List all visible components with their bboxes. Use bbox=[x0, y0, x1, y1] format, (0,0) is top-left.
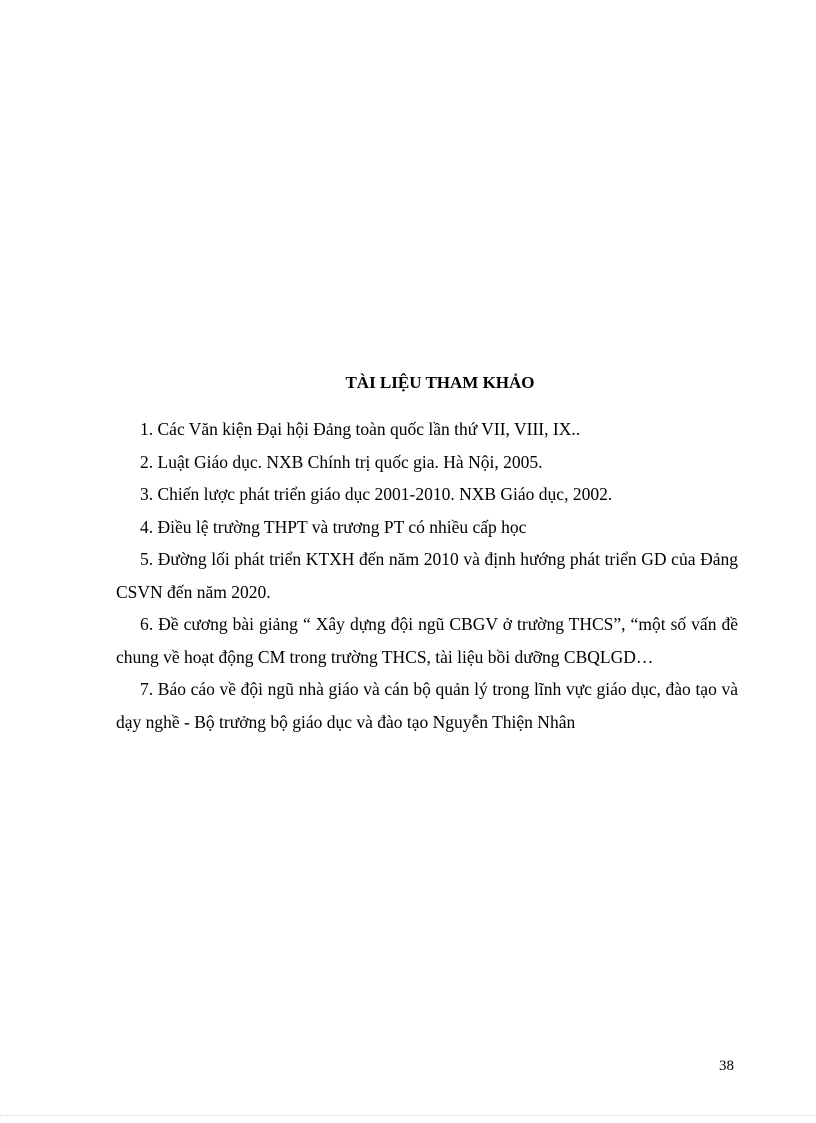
references-heading: TÀI LIỆU THAM KHẢO bbox=[345, 373, 535, 392]
reference-item-2: 2. Luật Giáo dục. NXB Chính trị quốc gia. Hà Nội, 2005. bbox=[140, 451, 543, 472]
reference-item-5: 5. Đường lối phát triển KTXH đến năm 2010 và định hướng phát triển GD của Đảng CSVN đến năm 2020. bbox=[116, 549, 738, 602]
reference-item-4: 4. Điều lệ trường THPT và trương PT có nhiều cấp học bbox=[140, 516, 527, 537]
reference-item-7: 7. Báo cáo về đội ngũ nhà giáo và cán bộ quản lý trong lĩnh vực giáo dục, đào tạo và dạy nghề - Bộ trưởng bộ giáo dục và đào tạo Nguyễn Thiện Nhân bbox=[116, 679, 738, 732]
reference-list bbox=[116, 413, 738, 738]
reference-item-6: 6. Đề cương bài giảng “ Xây dựng đội ngũ CBGV ở trường THCS”, “một số vấn đề chung về hoạt động CM trong trường THCS, tài liệu bồi dưỡng CBQLGD… bbox=[116, 614, 738, 667]
reference-item-1: 1. Các Văn kiện Đại hội Đảng toàn quốc lần thứ VII, VIII, IX.. bbox=[140, 419, 581, 439]
reference-item-3: 3. Chiến lược phát triển giáo dục 2001-2010. NXB Giáo dục, 2002. bbox=[140, 484, 613, 504]
page-number: 38 bbox=[719, 1058, 734, 1074]
page-bottom-divider bbox=[0, 1115, 816, 1116]
